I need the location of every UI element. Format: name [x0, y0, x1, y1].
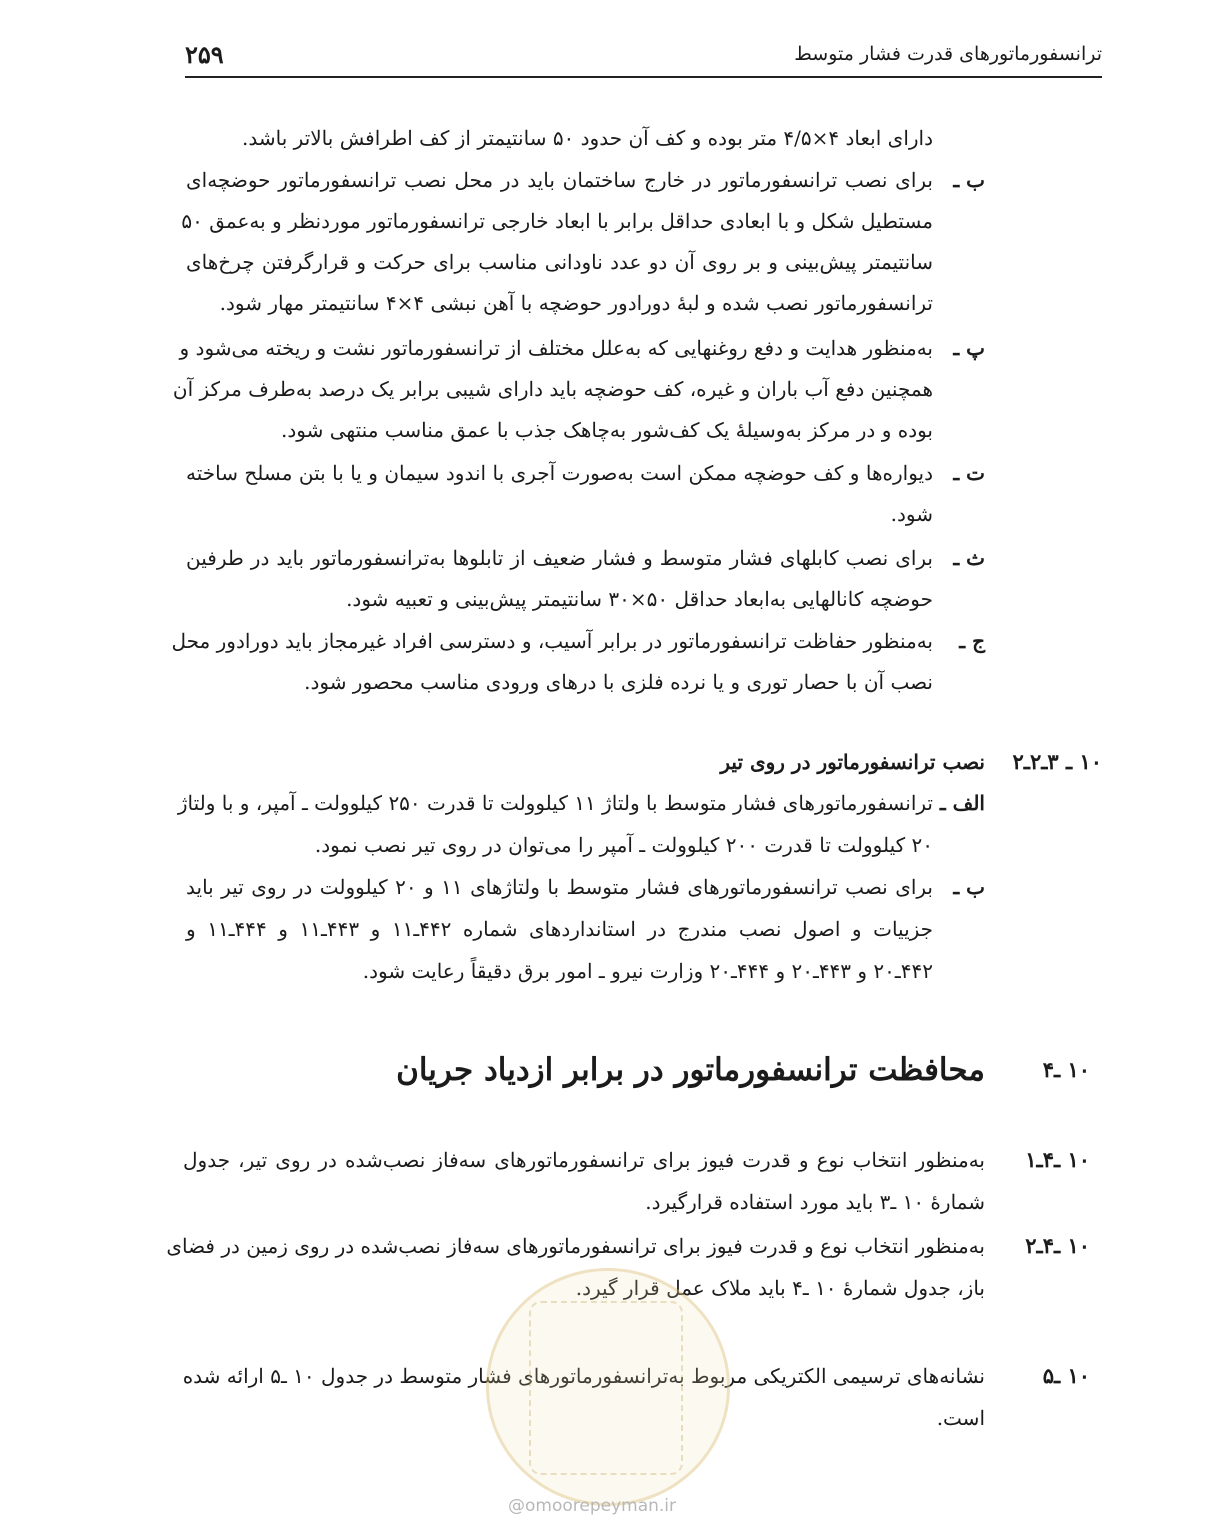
section-number: ۱۰ ـ۴	[1042, 1057, 1090, 1082]
body-line: ۴۴۲ـ۲۰ و ۴۴۳ـ۲۰ و ۴۴۴ـ۲۰ وزارت نیرو ـ امور برق دقیقاً رعایت شود.	[362, 959, 933, 983]
item-marker: ج ـ	[959, 629, 985, 653]
body-line: نصب آن با حصار توری و یا نرده فلزی با درهای ورودی مناسب محصور شود.	[304, 670, 933, 694]
body-line: حوضچه کانالهایی به‌ابعاد حداقل ۵۰×۳۰ سانتیمتر پیش‌بینی و تعبیه شود.	[346, 587, 933, 611]
item-marker: پ ـ	[953, 336, 985, 360]
body-line: بوده و در مرکز به‌وسیلهٔ یک کف‌شور به‌چاهک جذب با عمق مناسب منتهی شود.	[281, 418, 933, 442]
body-line: به‌منظور انتخاب نوع و قدرت فیوز برای ترانسفورماتورهای سه‌فاز نصب‌شده در روی تیر، جدول	[183, 1148, 985, 1172]
subsection-number: ۱۰ ـ ۳ـ۲ـ۲	[1012, 749, 1102, 774]
item-marker: الف ـ	[939, 791, 985, 815]
body-line: باز، جدول شمارهٔ ۱۰ ـ۴ باید ملاک عمل قرار گیرد.	[575, 1276, 985, 1300]
item-marker: ب ـ	[953, 168, 985, 192]
body-line: ترانسفورماتورهای فشار متوسط با ولتاژ ۱۱ کیلوولت تا قدرت ۲۵۰ کیلوولت ـ آمپر، و با ولتاژ	[177, 791, 933, 815]
running-title: ترانسفورماتورهای قدرت فشار متوسط	[794, 43, 1102, 65]
body-line: نشانه‌های ترسیمی الکتریکی مربوط به‌ترانسفورماتورهای فشار متوسط در جدول ۱۰ ـ۵ ارائه شده	[182, 1364, 985, 1388]
body-line: به‌منظور انتخاب نوع و قدرت فیوز برای ترانسفورماتورهای سه‌فاز نصب‌شده در روی زمین در فضای	[166, 1234, 985, 1258]
section-title: محافظت ترانسفورماتور در برابر ازدیاد جریان	[396, 1052, 985, 1088]
body-line: است.	[936, 1406, 985, 1430]
clause-number: ۱۰ ـ۴ـ۱	[1025, 1147, 1090, 1172]
body-line: شود.	[890, 502, 933, 526]
body-line: شمارهٔ ۱۰ ـ۳ باید مورد استفاده قرارگیرد.	[645, 1190, 985, 1214]
page-number: ۲۵۹	[185, 39, 224, 69]
body-line: برای نصب کابلهای فشار متوسط و فشار ضعیف از تابلوها به‌ترانسفورماتور باید در طرفین	[186, 546, 934, 570]
item-marker: ب ـ	[953, 875, 985, 899]
item-marker: ت ـ	[953, 461, 985, 485]
section-number: ۱۰ ـ۵	[1042, 1363, 1090, 1388]
body-line: به‌منظور حفاظت ترانسفورماتور در برابر آسیب، و دسترسی افراد غیرمجاز باید دورادور محل	[171, 629, 933, 653]
body-line: ترانسفورماتور نصب شده و لبهٔ دورادور حوضچه با آهن نبشی ۴×۴ سانتیمتر مهار شود.	[219, 291, 933, 315]
item-marker: ث ـ	[953, 546, 985, 570]
body-line: دارای ابعاد ۴×۴/۵ متر بوده و کف آن حدود ۵۰ سانتیمتر از کف اطرافش بالاتر باشد.	[242, 126, 933, 150]
body-line: همچنین دفع آب باران و غیره، کف حوضچه باید دارای شیبی برابر یک درصد به‌طرف مرکز آن	[172, 377, 933, 401]
watermark-seal	[486, 1268, 730, 1506]
body-line: برای نصب ترانسفورماتور در خارج ساختمان باید در محل نصب ترانسفورماتور حوضچه‌ای	[186, 168, 933, 192]
body-line: جزییات و اصول نصب مندرج در استانداردهای شماره ۴۴۲ـ۱۱ و ۴۴۳ـ۱۱ و ۴۴۴ـ۱۱ و	[186, 917, 934, 941]
body-line: به‌منظور هدایت و دفع روغنهایی که به‌علل مختلف از ترانسفورماتور نشت و ریخته می‌شود و	[179, 336, 933, 360]
body-line: ۲۰ کیلوولت تا قدرت ۲۰۰ کیلوولت ـ آمپر را می‌توان در روی تیر نصب نمود.	[314, 833, 933, 857]
clause-number: ۱۰ ـ۴ـ۲	[1025, 1233, 1090, 1258]
body-line: دیواره‌ها و کف حوضچه ممکن است به‌صورت آجری با اندود سیمان و یا با بتن مسلح ساخته	[186, 461, 933, 485]
body-line: مستطیل شکل و با ابعادی حداقل برابر با ابعاد خارجی ترانسفورماتور موردنظر و به‌عمق ۵۰	[181, 209, 933, 233]
body-line: سانتیمتر پیش‌بینی و بر روی آن دو عدد ناودانی مناسب برای حرکت و قرارگرفتن چرخ‌های	[186, 250, 933, 274]
body-line: برای نصب ترانسفورماتورهای فشار متوسط با ولتاژهای ۱۱ و ۲۰ کیلوولت در روی تیر باید	[186, 875, 934, 899]
subsection-title: نصب ترانسفورماتور در روی تیر	[720, 750, 985, 774]
watermark-emblem	[529, 1301, 683, 1475]
watermark-site: @omoorepeyman.ir	[508, 1496, 677, 1516]
